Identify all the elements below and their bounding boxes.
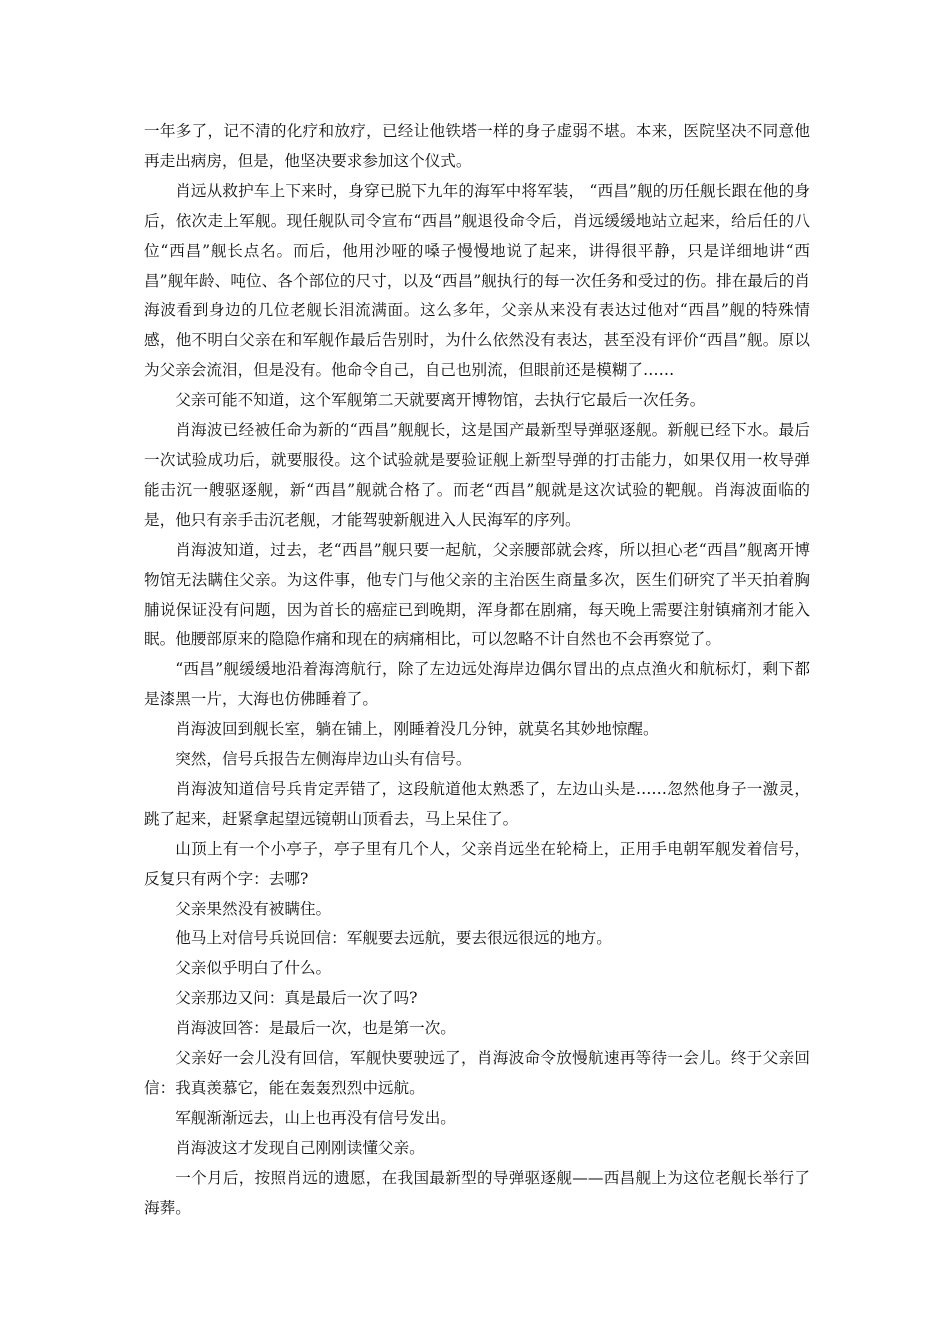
paragraph-8: 突然，信号兵报告左侧海岸边山头有信号。 <box>175 750 472 769</box>
paragraph-10: 山顶上有一个小亭子，亭子里有几个人，父亲肖远坐在轮椅上，正用手电朝军舰发着信号，反复只有两个字：去哪? <box>144 839 810 888</box>
paragraph-16: 父亲好一会儿没有回信，军舰快要驶远了，肖海波命令放慢航速再等待一会儿。终于父亲回信：我真羡慕它，能在轰轰烈烈中远航。 <box>144 1049 810 1097</box>
paragraph-3: 父亲可能不知道，这个军舰第二天就要离开博物馆，去执行它最后一次任务。 <box>175 391 706 410</box>
paragraph-2: 肖远从救护车上下来时，身穿已脱下九年的海军中将军装， “西昌”舰的历任舰长跟在他的身后，依次走上军舰。现任舰队司令宣布“西昌”舰退役命令后，肖远缓缓地站立起来，给后任的八位“西昌”舰长点名。而后，他用沙哑的嗓子慢慢地说了起来，讲得很平静，只是详细地讲“西昌”舰年龄、吨位、各个部位的尺寸，以及“西昌”舰执行的每一次任务和受过的伤。排在最后的肖海波看到身边的几位老舰长泪流满面。这么多年，父亲从来没有表达过他对“西昌”舰的特殊情感，他不明白父亲在和军舰作最后告别时，为什么依然没有表达，甚至没有评价“西昌”舰。原以为父亲会流泪，但是没有。他命令自己，自己也别流，但眼前还是模糊了…… <box>144 181 810 380</box>
paragraph-6: “西昌”舰缓缓地沿着海湾航行，除了左边远处海岸边偶尔冒出的点点渔火和航标灯，剩下都是漆黑一片，大海也仿佛睡着了。 <box>144 660 810 709</box>
paragraph-9: 肖海波知道信号兵肯定弄错了，这段航道他太熟悉了，左边山头是……忽然他身子一激灵，跳了起来，赶紧拿起望远镜朝山顶看去，马上呆住了。 <box>144 779 810 828</box>
paragraph-12: 他马上对信号兵说回信：军舰要去远航，要去很远很远的地方。 <box>175 929 612 948</box>
paragraph-1: 一年多了，记不清的化疗和放疗，已经让他铁塔一样的身子虚弱不堪。本来，医院坚决不同意他再走出病房，但是，他坚决要求参加这个仪式。 <box>144 122 810 170</box>
paragraph-7: 肖海波回到舰长室，躺在铺上，刚睡着没几分钟，就莫名其妙地惊醒。 <box>175 720 659 739</box>
paragraph-11: 父亲果然没有被瞒住。 <box>175 899 332 918</box>
paragraph-15: 肖海波回答：是最后一次，也是第一次。 <box>175 1019 456 1038</box>
paragraph-13: 父亲似乎明白了什么。 <box>175 959 332 978</box>
paragraph-4: 肖海波已经被任命为新的“西昌”舰舰长，这是国产最新型导弹驱逐舰。新舰已经下水。最后一次试验成功后，就要服役。这个试验就是要验证舰上新型导弹的打击能力，如果仅用一枚导弹能击沉一艘驱逐舰，新“西昌”舰就合格了。而老“西昌”舰就是这次试验的靶舰。肖海波面临的是，他只有亲手击沉老舰，才能驾驶新舰进入人民海军的序列。 <box>144 421 810 529</box>
paragraph-5: 肖海波知道，过去，老“西昌”舰只要一起航，父亲腰部就会疼，所以担心老“西昌”舰离开博物馆无法瞒住父亲。为这件事，他专门与他父亲的主治医生商量多次，医生们研究了半天拍着胸脯说保证没有问题，因为首长的癌症已到晚期，浑身都在剧痛，每天晚上需要注射镇痛剂才能入眠。他腰部原来的隐隐作痛和现在的病痛相比，可以忽略不计自然也不会再察觉了。 <box>144 540 810 649</box>
document-page <box>144 117 810 1224</box>
paragraph-17: 军舰渐渐远去，山上也再没有信号发出。 <box>175 1108 456 1127</box>
paragraph-19: 一个月后，按照肖远的遗愿，在我国最新型的导弹驱逐舰——西昌舰上为这位老舰长举行了海葬。 <box>144 1168 810 1217</box>
paragraph-18: 肖海波这才发现自己刚刚读懂父亲。 <box>175 1138 425 1157</box>
paragraph-14: 父亲那边又问：真是最后一次了吗? <box>175 989 418 1008</box>
